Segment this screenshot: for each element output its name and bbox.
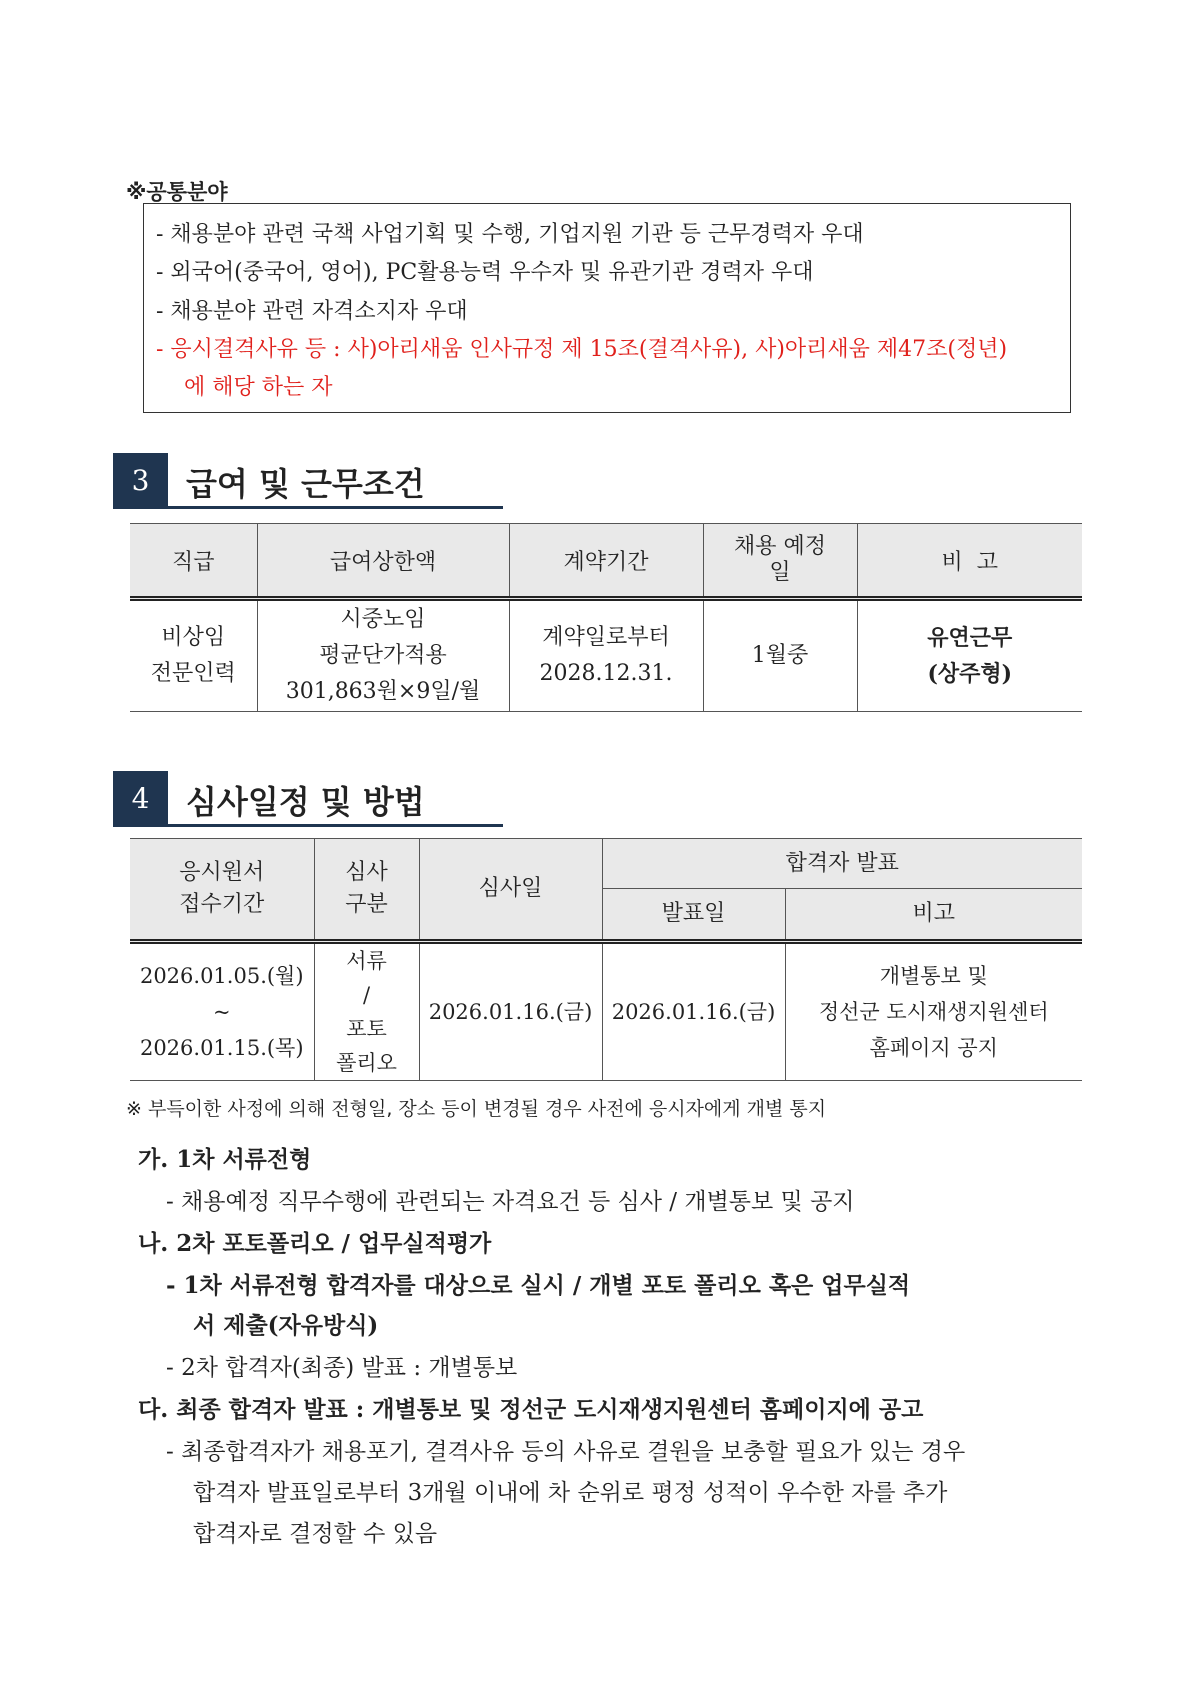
process-b-item-1: - 1차 서류전형 합격자를 대상으로 실시 / 개별 포토 폴리오 혹은 업무실적 bbox=[166, 1272, 911, 1299]
common-line-3: - 채용분야 관련 자격소지자 우대 bbox=[156, 299, 468, 324]
section-4-underline bbox=[168, 824, 503, 827]
type-line-2: / bbox=[362, 983, 371, 1007]
common-line-disqualification: - 응시결격사유 등 : 사)아리새움 인사규정 제 15조(결격사유), 사)아리새움 제47조(정년) bbox=[156, 337, 1008, 362]
process-b-title: 나. 2차 포토폴리오 / 업무실적평가 bbox=[138, 1230, 492, 1257]
header-announce-date: 발표일 bbox=[602, 889, 785, 942]
salary-header-row bbox=[130, 524, 1082, 599]
schedule-row bbox=[130, 942, 1082, 1081]
common-line-2: - 외국어(중국어, 영어), PC활용능력 우수자 및 유관기관 경력자 우대 bbox=[156, 260, 814, 285]
common-line-disqualification-cont: 에 해당 하는 자 bbox=[184, 375, 333, 400]
header-announce-note: 비고 bbox=[785, 889, 1082, 942]
header-period: 계약기간 bbox=[509, 524, 703, 599]
header-exam-date: 심사일 bbox=[419, 839, 602, 942]
note-line-1: 개별통보 및 bbox=[879, 964, 988, 988]
header-grade: 직급 bbox=[130, 524, 257, 599]
schedule-header-row-1 bbox=[130, 839, 1082, 889]
type-line-3: 포토 bbox=[346, 1017, 387, 1041]
process-c-item: - 최종합격자가 채용포기, 결격사유 등의 사유로 결원을 보충할 필요가 있는 경우 bbox=[166, 1439, 966, 1465]
header-application-period bbox=[130, 839, 314, 942]
cell-period bbox=[509, 599, 703, 712]
application-end: 2026.01.15.(목) bbox=[139, 1036, 304, 1060]
schedule-table bbox=[130, 838, 1082, 1081]
header-hire-date bbox=[703, 524, 857, 599]
process-c-item-cont-1: 합격자 발표일로부터 3개월 이내에 차 순위로 평정 성적이 우수한 자를 추가 bbox=[193, 1480, 948, 1506]
process-a-title: 가. 1차 서류전형 bbox=[138, 1146, 312, 1173]
header-remarks: 비 고 bbox=[857, 524, 1082, 599]
process-b-item-2: - 2차 합격자(최종) 발표 : 개별통보 bbox=[166, 1355, 518, 1381]
cell-announce-note bbox=[785, 942, 1082, 1081]
process-b-item-1-cont: 서 제출(자유방식) bbox=[193, 1312, 379, 1339]
application-header-line-1: 응시원서 bbox=[179, 860, 265, 885]
section-3-header bbox=[113, 453, 503, 509]
header-announcement: 합격자 발표 bbox=[602, 839, 1082, 889]
type-line-4: 폴리오 bbox=[336, 1051, 397, 1075]
header-hire-date-label: 채용 예정일 bbox=[733, 534, 826, 585]
pay-line-3: 301,863원×9일/월 bbox=[285, 679, 481, 704]
section-3-title: 급여 및 근무조건 bbox=[186, 465, 425, 503]
remarks-line-1: 유연근무 bbox=[927, 625, 1013, 651]
application-tilde: ~ bbox=[212, 1000, 231, 1024]
cell-hire-date: 1월중 bbox=[703, 599, 857, 712]
section-4-header bbox=[113, 771, 503, 827]
cell-exam-date: 2026.01.16.(금) bbox=[419, 942, 602, 1081]
pay-line-1: 시중노임 bbox=[340, 607, 426, 632]
note-line-3: 홈페이지 공지 bbox=[869, 1036, 998, 1060]
type-header-line-1: 심사 bbox=[345, 860, 388, 885]
common-line-1: - 채용분야 관련 국책 사업기획 및 수행, 기업지원 기관 등 근무경력자 우대 bbox=[156, 222, 864, 247]
header-exam-type bbox=[314, 839, 419, 942]
process-a-item: - 채용예정 직무수행에 관련되는 자격요건 등 심사 / 개별통보 및 공지 bbox=[166, 1189, 855, 1215]
note-line-2: 정선군 도시재생지원센터 bbox=[818, 1000, 1049, 1024]
common-field-title: ※공통분야 bbox=[126, 180, 228, 204]
section-4-number: 4 bbox=[113, 771, 168, 827]
grade-line-2: 전문인력 bbox=[150, 661, 236, 686]
process-c-title: 다. 최종 합격자 발표 : 개별통보 및 정선군 도시재생지원센터 홈페이지에 공고 bbox=[138, 1396, 924, 1423]
cell-application-period bbox=[130, 942, 314, 1081]
cell-exam-type bbox=[314, 942, 419, 1081]
cell-remarks bbox=[857, 599, 1082, 712]
schedule-footnote: ※ 부득이한 사정에 의해 전형일, 장소 등이 변경될 경우 사전에 응시자에게 개별 통지 bbox=[126, 1098, 827, 1120]
section-3-underline bbox=[168, 506, 503, 509]
application-header-line-2: 접수기간 bbox=[179, 892, 265, 917]
header-pay: 급여상한액 bbox=[257, 524, 509, 599]
type-header-line-2: 구분 bbox=[345, 892, 388, 917]
section-3-number: 3 bbox=[113, 453, 168, 509]
salary-table bbox=[130, 523, 1082, 712]
cell-announce-date: 2026.01.16.(금) bbox=[602, 942, 785, 1081]
period-line-2: 2028.12.31. bbox=[539, 661, 673, 686]
cell-grade bbox=[130, 599, 257, 712]
common-field-box bbox=[143, 203, 1071, 413]
cell-pay bbox=[257, 599, 509, 712]
section-4-title: 심사일정 및 방법 bbox=[186, 783, 425, 821]
pay-line-2: 평균단가적용 bbox=[319, 643, 447, 668]
grade-line-1: 비상임 bbox=[161, 625, 226, 650]
period-line-1: 계약일로부터 bbox=[542, 625, 670, 650]
remarks-line-2: (상주형) bbox=[927, 661, 1013, 687]
process-c-item-cont-2: 합격자로 결정할 수 있음 bbox=[193, 1521, 438, 1547]
type-line-1: 서류 bbox=[346, 949, 387, 973]
application-start: 2026.01.05.(월) bbox=[139, 964, 304, 988]
salary-row bbox=[130, 599, 1082, 712]
